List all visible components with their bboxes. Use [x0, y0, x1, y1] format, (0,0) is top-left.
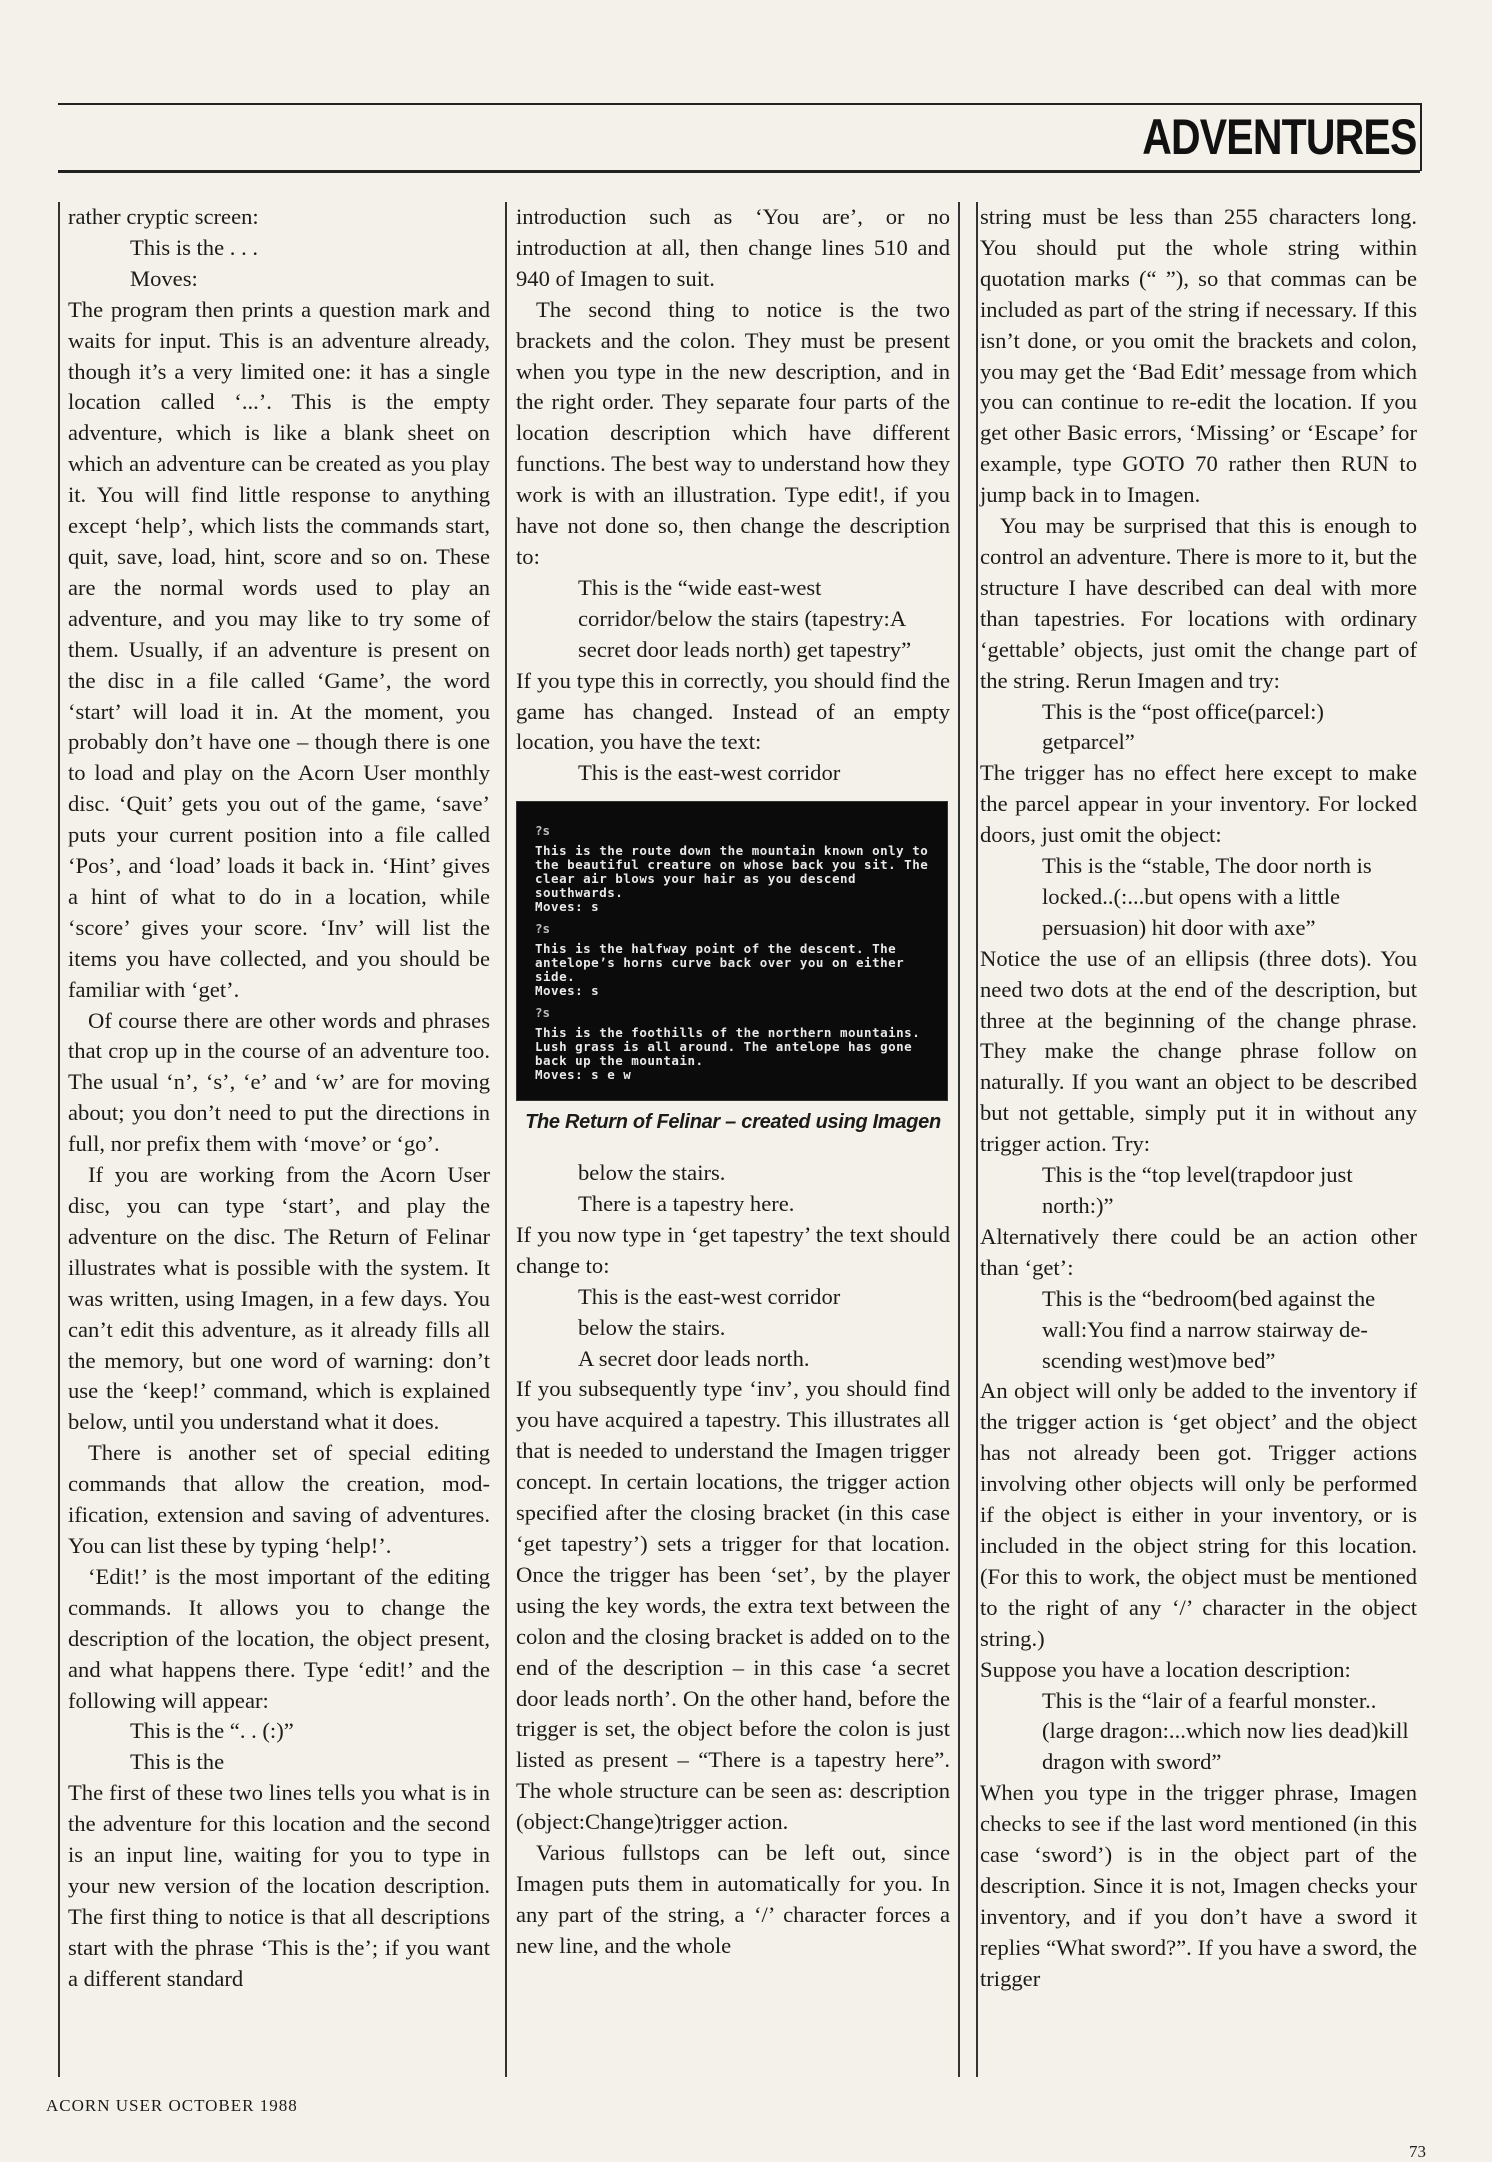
figure-caption [516, 1107, 950, 1138]
top-rule [58, 103, 1420, 105]
code-line: There is a tapestry here. [578, 1191, 795, 1217]
screen-prompt: ?s [535, 1005, 551, 1021]
paragraph: The first of these two lines tells you what is in the adventure for this location and the second is an input line, waiting for you to type in your new version of the location description. The first thing to notice is that all descriptions start with the phrase ‘This is the’; if you want a different standard [68, 1780, 490, 1991]
code-line: This is the “wide east-west corridor/below the stairs (tapestry:A secret door leads north) get tapestry” [578, 574, 912, 662]
code-line: This is the . . . [130, 234, 259, 260]
column-1 [58, 202, 490, 2077]
paragraph: An object will only be added to the inventory if the trigger action is ‘get object’ and the object has not already been got. Trigger actions involving other objects will only be performed if the object is either in your inventory, or is included in the object string for this location. (For this to work, the object must be mentioned to the right of any ‘/’ character in the object string.) [980, 1378, 1417, 1651]
screen-text-block: This is the foothills of the northern mountains. Lush grass is all around. The antelope has gone back up the mountain. Moves: s e w [535, 1025, 921, 1083]
paragraph: string must be less than 255 characters long. You should put the whole string within quotation marks (“ ”), so that commas can be included as part of the string if necessary. If this isn’t done, or you omit the brackets and colon, you may get the ‘Bad Edit’ message from which you can continue to re-edit the location. If you get other Basic errors, ‘Missing’ or ‘Escape’ for example, type GOTO 70 rather then RUN to jump back in to Imagen. [980, 204, 1417, 508]
paragraph: When you type in the trigger phrase, Imagen checks to see if the last word mentioned (in this case ‘sword’) is in the object part of the description. Since it is not, Imagen checks your inventory, and if you don’t have a sword it replies “What sword?”. If you have a sword, the trigger [980, 1780, 1417, 1991]
paragraph: Of course there are other words and phrases that crop up in the course of an adventure too. The usual ‘n’, ‘s’, ‘e’ and ‘w’ are for moving about; you don’t need to put the directions in full, nor prefix them with ‘move’ or ‘go’. [68, 1007, 490, 1157]
paragraph: If you type this in correctly, you should find the game has changed. Instead of an empty location, you have the text: [516, 667, 950, 755]
screen-prompt: ?s [535, 823, 551, 839]
code-line: This is the “post office(parcel:) getparcel” [1042, 698, 1324, 755]
paragraph: Notice the use of an ellipsis (three dots). You need two dots at the end of the description, but three at the beginning of the change phrase. They make the change phrase follow on naturally. If you want an object to be described but not gettable, simply put it in without any trigger action. Try: [980, 945, 1417, 1157]
paragraph: ‘Edit!’ is the most important of the editing commands. It allows you to change the description of the location, the object present, and what happens there. Type ‘edit!’ and the following will appear: [68, 1563, 490, 1713]
column-divider [505, 202, 507, 2077]
code-line: This is the [130, 1749, 225, 1775]
paragraph: Suppose you have a location description: [980, 1656, 1351, 1682]
paragraph: rather cryptic screen: [68, 204, 259, 229]
publication-footer: ACORN USER OCTOBER 1988 [46, 2096, 298, 2115]
page-number: 73 [1409, 2142, 1426, 2161]
paragraph: There is another set of special editing commands that allow the creation, modification, extension and saving of adventures. You can list these by typing ‘help!’. [68, 1440, 490, 1558]
game-screenshot [516, 801, 948, 1101]
paragraph: Various fullstops can be left out, since Imagen puts them in automatically for you. In any part of the string, a ‘/’ character forces a new line, and the whole [516, 1840, 950, 1958]
screen-prompt: ?s [535, 921, 551, 937]
header-right-rule [1420, 103, 1422, 171]
screen-text-block: This is the route down the mountain known only to the beautiful creature on whose back you sit. The clear air blows your hair as you descend southwards. Moves: s [535, 843, 929, 915]
paragraph: The program then prints a question mark and waits for input. This is an adventure already, though it’s a very limited one: it has a single location called ‘...’. This is the empty adventure, which is like a blank sheet on which an adventure can be created as you play it. You will find little response to anything except ‘help’, which lists the commands start, quit, save, load, hint, score and so on. These are the normal words used to play an adventure, and you may like to try some of them. Usually, if an adventure is present on the disc in a file called ‘Game’, the word ‘start’ will load it in. At the moment, you probably don’t have one – though there is one to load and play on the Acorn User monthly disc. ‘Quit’ gets you out of the game, ‘save’ puts your current position into a file called ‘Pos’, and ‘load’ loads it back in. ‘Hint’ gives a hint of what to do in a location, while ‘score’ gives your score. ‘Inv’ will list the items you have collected, and you should be familiar with ‘get’. [68, 296, 490, 1002]
paragraph: If you now type in ‘get tapestry’ the text should change to: [516, 1221, 950, 1278]
code-line: Moves: [130, 265, 198, 291]
code-line: This is the east-west corridor [578, 760, 841, 786]
header-rule [58, 170, 1420, 173]
code-line: A secret door leads north. [578, 1345, 810, 1371]
paragraph: You may be surprised that this is enough to control an adventure. There is more to it, but the structure I have described can deal with more than tapestries. For locations with ordinary ‘gettable’ objects, just omit the change part of the string. Rerun Imagen and try: [980, 513, 1417, 693]
code-line: This is the east-west corridor [578, 1283, 841, 1309]
code-line: This is the “lair of a fearful monster..(large dragon:...which now lies dead)kill dragon with sword” [1042, 1687, 1409, 1775]
paragraph: introduction such as ‘You are’, or no introduction at all, then change lines 510 and 940 of Imagen to suit. [516, 204, 950, 291]
section-title: ADVENTURES [1141, 109, 1416, 165]
code-line: This is the “bedroom(bed against the wall:You find a narrow stairway descending west)move bed” [1042, 1285, 1376, 1373]
screen-text-block: This is the halfway point of the descent. The antelope’s horns curve back over you on either side. Moves: s [535, 941, 905, 999]
paragraph: If you subsequently type ‘inv’, you should find you have acquired a tapestry. This illustrates all that is needed to understand the Imagen trigger concept. In certain locations, the trigger action specified after the closing bracket (in this case ‘get tapestry’) sets a trigger for that location. Once the trigger has been ‘set’, by the player using the key words, the extra text between the colon and the closing bracket is added on to the end of the description – in this case ‘a secret door leads north’. On the other hand, before the trigger is set, the object before the colon is just listed as present – “There is a tapestry here”. The whole structure can be seen as: description (object:Change)trigger action. [516, 1376, 950, 1835]
code-line: This is the “stable, The door north is locked..(:...but opens with a little persuasion) hit door with axe” [1042, 853, 1372, 940]
code-line: This is the “top level(trapdoor just north:)” [1042, 1162, 1353, 1218]
column-3 [976, 202, 1417, 2077]
caption-dash: – created using [719, 1111, 873, 1134]
column-divider [958, 202, 960, 2077]
code-line: below the stairs. [578, 1160, 726, 1186]
paragraph: The second thing to notice is the two brackets and the colon. They must be present when you type in the new description, and in the right order. They separate four parts of the location description which have different functions. The best way to understand how they work is with an illustration. Type edit!, if you have not done so, then change the description to: [516, 296, 950, 569]
paragraph: Alternatively there could be an action other than ‘get’: [980, 1223, 1417, 1280]
caption-title: The Return of Felinar [525, 1111, 720, 1134]
code-line: This is the “. . (:)” [130, 1718, 294, 1744]
caption-tool: Imagen [872, 1111, 941, 1134]
column-2 [516, 202, 950, 1962]
paragraph: If you are working from the Acorn User disc, you can type ‘start’, and play the adventure on the disc. The Return of Felinar illustrates what is possible with the system. It was written, using Imagen, in a few days. You can’t edit this adventure, as it already fills all the memory, but one word of warning: don’t use the ‘keep!’ command, which is explained below, until you understand what it does. [68, 1162, 490, 1435]
code-line: below the stairs. [578, 1314, 726, 1340]
paragraph: The trigger has no effect here except to make the parcel appear in your inventory. For locked doors, just omit the object: [980, 760, 1417, 848]
